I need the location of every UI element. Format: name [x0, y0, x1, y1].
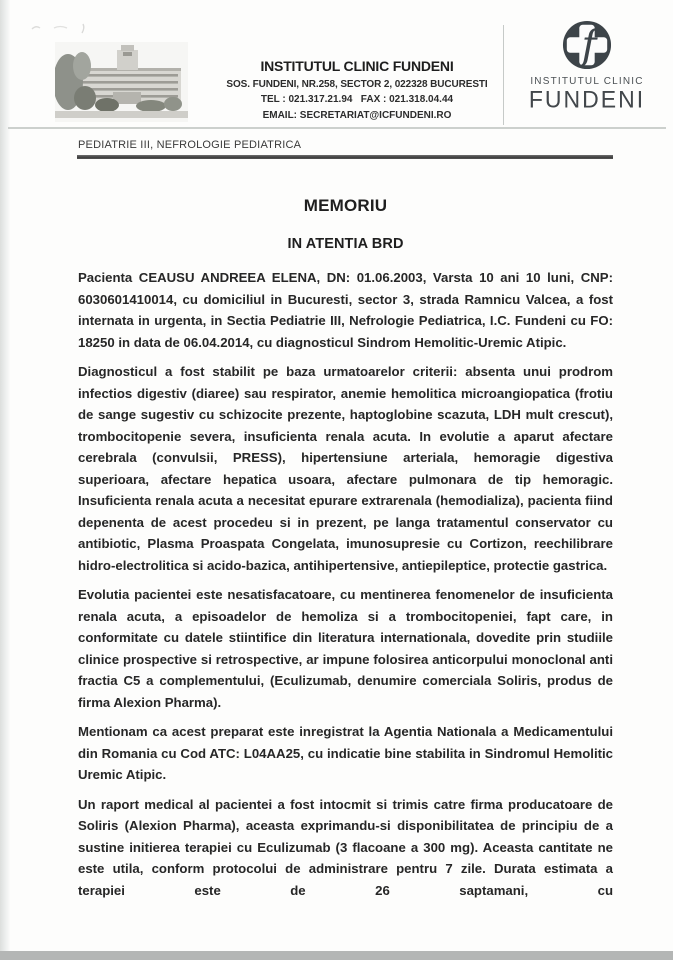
- scan-left-edge: [0, 0, 10, 960]
- letterhead-center: [214, 58, 500, 121]
- hospital-building-photo: [55, 42, 188, 122]
- paragraph-report: Un raport medical al pacientei a fost intocmit si trimis catre firma producatoare de Soliris (Alexion Pharma), aceasta exprimandu-si disponibilitatea de principiu de a sustine initierea terapiei cu Eculizumab (3 flacoane a 300 mg). Aceasta cantitate ne este utila, conform protocolui de administrare pentru 7 zile. Durata estimata a terapiei este de 26 saptamani, cu: [78, 796, 613, 898]
- memo-body: [78, 196, 613, 901]
- logo-text-line1: INSTITUTUL CLINIC: [530, 75, 644, 88]
- logo-wordmark: FUNDENI: [528, 85, 646, 113]
- paragraph-patient: Pacienta CEAUSU ANDREEA ELENA, DN: 01.06.2003, Varsta 10 ani 10 luni, CNP: 6030601410014, cu domiciliul in Bucuresti, sector 3, strada Ramnicu Valcea, a fost internata in urgenta, in Sectia Pediatrie III, Nefrologie Pediatrica, I.C. Fundeni cu FO: 18250 in data de 06.04.2014, cu diagnosticul Sindrom Hemolitic-Uremic Atipic.: [78, 270, 613, 350]
- pencil-marks: [28, 20, 98, 36]
- institute-name: INSTITUTUL CLINIC FUNDENI: [260, 58, 454, 74]
- memo-title: MEMORIU: [303, 196, 388, 215]
- cross-f-logo-icon: [562, 20, 612, 70]
- logo-monogram: f: [581, 21, 597, 69]
- department-line: PEDIATRIE III, NEFROLOGIE PEDIATRICA: [78, 139, 302, 151]
- institute-address: SOS. FUNDENI, NR.258, SECTOR 2, 022328 BUCURESTI: [226, 79, 488, 90]
- fundeni-logo: [508, 20, 666, 111]
- scan-bottom-edge: [0, 951, 673, 960]
- department-rule: [77, 155, 613, 159]
- paragraph-evolution: Evolutia pacientei este nesatisfacatoare, cu mentinerea fenomenelor de insuficienta renala acuta, a episoadelor de hemoliza si a trombocitopeniei, fapt care, in conformitate cu datele stiintifice din literatura internationala, dovedite prin studiile clinice prospective si retrospective, ar impune folosirea anticorpului monoclonal anti fractia C5 a complementului, (Eculizumab, denumire comerciala Soliris, produs de firma Alexion Pharma).: [78, 587, 613, 710]
- paragraph-registration: Mentionam ca acest preparat este inregistrat la Agentia Nationala a Medicamentului din Romania cu Cod ATC: L04AA25, cu indicatie bine stabilita in Sindromul Hemolitic Uremic Atipic.: [78, 724, 613, 782]
- paragraph-diagnostic: Diagnosticul a fost stabilit pe baza urmatoarelor criterii: absenta unui prodrom infectios digestiv (diaree) sau respirator, anemie hemolitica microangiopatica (frotiu de sange sugestiv cu schizocite prezente, haptoglobine scazuta, LDH mult crescut), trombocitopenie severa, insuficienta renala acuta. In evolutie a aparut afectare cerebrala (convulsii, PRESS), hipertensiune arteriala, hemoragie digestiva superioara, afectare hepatica usoara, afectare pulmonara de tip hemoragic. Insuficienta renala acuta a necesitat epurare extrarenala (hemodializa), pacienta fiind depenenta de acest procedeu si in prezent, pe langa tratamentul conservator cu antibiotic, Plasma Proaspata Congelata, imunosupresie cu Cortizon, reechilibrare hidro-electrolitica si acido-bazica, antihipertensive, antiepileptice, protectie gastrica.: [78, 364, 613, 573]
- institute-email: EMAIL: SECRETARIAT@ICFUNDENI.RO: [262, 110, 452, 121]
- header-vertical-divider: [503, 25, 504, 125]
- institute-tel-fax: TEL : 021.317.21.94 FAX : 021.318.04.44: [260, 94, 454, 105]
- memo-subtitle: IN ATENTIA BRD: [287, 236, 404, 252]
- letterhead-rule: [8, 127, 666, 129]
